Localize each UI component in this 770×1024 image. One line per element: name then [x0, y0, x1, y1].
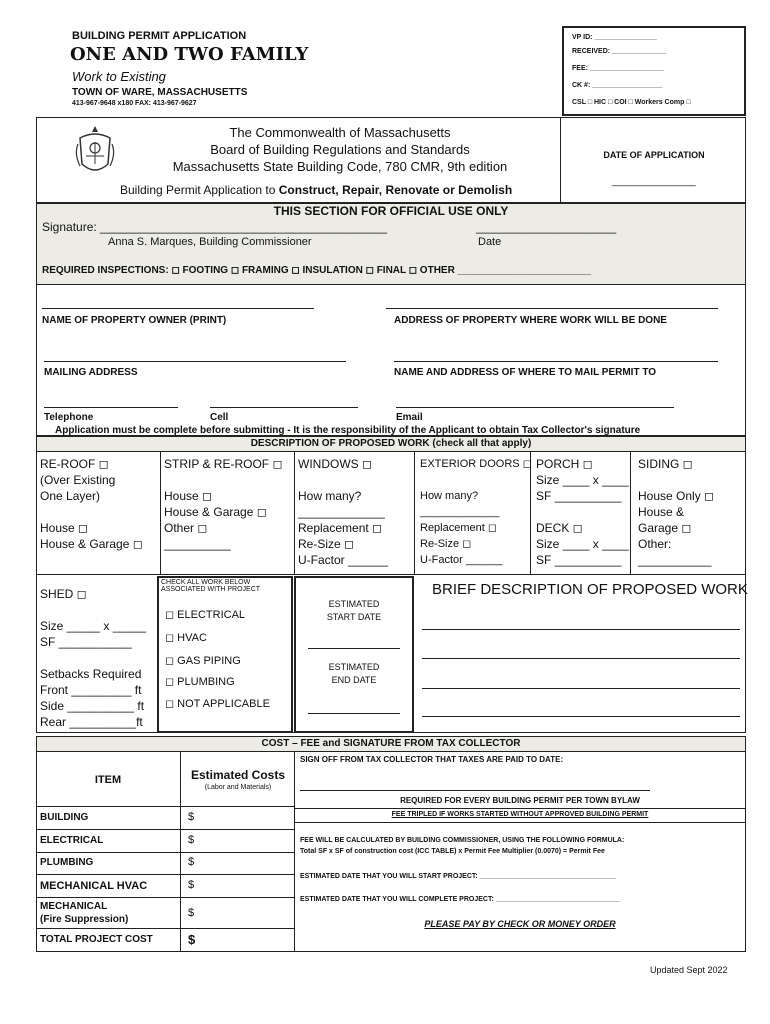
cost-row-total: TOTAL PROJECT COST [40, 934, 153, 945]
received: RECEIVED: ______________ [572, 48, 667, 55]
start-date-line[interactable] [308, 648, 400, 649]
windows-option[interactable]: WINDOWS ◻ How many? _____________ Replacement ◻ Re-Size ◻ U-Factor ______ [298, 457, 389, 567]
cost-input-plumbing[interactable]: $ [188, 856, 195, 868]
payment-instructions: PLEASE PAY BY CHECK OR MONEY ORDER [424, 919, 616, 929]
shed-option[interactable]: SHED ◻ Size _____ x _____ SF ___________ Setbacks Required Front _________ ft Side __________ ft Rear __________ft [40, 587, 147, 729]
phone-fax: 413-967-9648 x180 FAX: 413-967-9627 [72, 100, 197, 107]
submission-notice: Application must be complete before submitting - It is the responsibility of the Applicant to obtain Tax Collector's signature [55, 425, 641, 436]
brief-description-title: BRIEF DESCRIPTION OF PROPOSED WORK [432, 581, 748, 598]
cost-input-electrical[interactable]: $ [188, 834, 195, 846]
mail-permit-line[interactable] [394, 361, 718, 362]
cost-row-hvac: MECHANICAL HVAC [40, 880, 148, 892]
commonwealth-line3: Massachusetts State Building Code, 780 CMR, 9th edition [172, 159, 508, 174]
owner-name-line[interactable] [42, 308, 314, 309]
brief-line[interactable] [422, 658, 740, 659]
official-date-label: Date [478, 236, 502, 248]
telephone-label: Telephone [44, 412, 94, 423]
row-divider [36, 852, 294, 853]
grid-divider [160, 452, 161, 575]
brief-line[interactable] [422, 716, 740, 717]
required-inspections[interactable]: REQUIRED INSPECTIONS: ◻ FOOTING ◻ FRAMING ◻ INSULATION ◻ FINAL ◻ OTHER ________________________ [42, 265, 592, 276]
grid-divider [630, 452, 631, 575]
date-of-application-label: DATE OF APPLICATION [603, 150, 705, 160]
property-address-line[interactable] [386, 308, 718, 309]
grid-divider [294, 452, 295, 575]
official-date-field[interactable]: _____________________ [476, 220, 617, 234]
state-seal-icon [72, 124, 118, 178]
check-electrical[interactable]: ◻ ELECTRICAL [165, 609, 246, 621]
commonwealth-line1: The Commonwealth of Massachusetts [229, 125, 451, 140]
cost-input-building[interactable]: $ [188, 811, 195, 823]
porch-deck-option[interactable]: PORCH ◻ Size ____ x ____ SF __________ DECK ◻ Size ____ x ____ SF __________ [536, 457, 629, 567]
commonwealth-line2: Board of Building Regulations and Standards [210, 142, 470, 157]
town-name: TOWN OF WARE, MASSACHUSETTS [72, 87, 248, 98]
mail-permit-label: NAME AND ADDRESS OF WHERE TO MAIL PERMIT TO [394, 367, 657, 378]
estimated-end-label: ESTIMATED END DATE [328, 662, 380, 685]
cost-title: COST – FEE and SIGNATURE FROM TAX COLLECTOR [261, 738, 521, 749]
check-plumbing[interactable]: ◻ PLUMBING [165, 676, 235, 688]
cost-row-building: BUILDING [40, 812, 89, 823]
updated-date: Updated Sept 2022 [650, 965, 728, 975]
mailing-address-label: MAILING ADDRESS [44, 367, 138, 378]
commissioner-name: Anna S. Marques, Building Commissioner [108, 236, 312, 248]
exterior-doors-option[interactable]: EXTERIOR DOORS ◻ How many? _____________ Replacement ◻ Re-Size ◻ U-Factor ______ [420, 458, 532, 566]
end-date-line[interactable] [308, 713, 400, 714]
owner-name-label: NAME OF PROPERTY OWNER (PRINT) [42, 315, 227, 326]
permit-purpose-bold: Construct, Repair, Renovate or Demolish [278, 183, 513, 197]
email-line[interactable] [396, 407, 674, 408]
tax-collector-signoff: SIGN OFF FROM TAX COLLECTOR THAT TAXES ARE PAID TO DATE: [300, 755, 564, 764]
work-title: DESCRIPTION OF PROPOSED WORK (check all that apply) [250, 438, 532, 449]
estimated-start-label: ESTIMATED START DATE [326, 599, 382, 622]
strip-reroof-option[interactable]: STRIP & RE-ROOF ◻ House ◻ House & Garage ◻ Other ◻ __________ [164, 457, 283, 551]
reroof-option[interactable]: RE-ROOF ◻ (Over Existing One Layer) House ◻ House & Garage ◻ [40, 457, 143, 551]
required-bylaw: REQUIRED FOR EVERY BUILDING PERMIT PER TOWN BYLAW [400, 796, 640, 805]
divider [294, 808, 746, 809]
telephone-line[interactable] [44, 407, 178, 408]
vp-id: VP ID: ________________ [572, 34, 657, 41]
estimated-complete-date-field[interactable]: ESTIMATED DATE THAT YOU WILL COMPLETE PROJECT: ________________________________ [300, 896, 621, 903]
associated-work-title: CHECK ALL WORK BELOW ASSOCIATED WITH PROJECT [161, 579, 261, 593]
divider [294, 822, 746, 823]
row-divider [36, 806, 294, 807]
cost-row-plumbing: PLUMBING [40, 857, 94, 868]
grid-divider [414, 452, 415, 575]
property-address-label: ADDRESS OF PROPERTY WHERE WORK WILL BE DONE [394, 315, 667, 326]
cost-input-fire-suppression[interactable]: $ [188, 907, 195, 919]
email-label: Email [396, 412, 423, 423]
cost-row-electrical: ELECTRICAL [40, 835, 104, 846]
labor-materials-note: (Labor and Materials) [204, 784, 272, 791]
fee-tripled-notice: FEE TRIPLED IF WORKS STARTED WITHOUT APPROVED BUILDING PERMIT [391, 811, 649, 818]
brief-line[interactable] [422, 629, 740, 630]
license-checks[interactable]: CSL □ HIC □ COI □ Workers Comp □ [572, 99, 691, 106]
row-divider [36, 897, 294, 898]
siding-option[interactable]: SIDING ◻ House Only ◻ House & Garage ◻ Other: ___________ [638, 457, 714, 567]
family-title: ONE AND TWO FAMILY [70, 44, 309, 65]
official-box [562, 26, 746, 116]
cost-input-hvac[interactable]: $ [188, 879, 195, 891]
row-divider [36, 829, 294, 830]
fee: FEE: ___________________ [572, 65, 664, 72]
commonwealth-text [130, 124, 550, 175]
ck-number: CK #: __________________ [572, 82, 663, 89]
date-of-application-field[interactable]: _______________ [612, 176, 696, 187]
form-title: BUILDING PERMIT APPLICATION [72, 30, 247, 42]
estimated-start-date-field[interactable]: ESTIMATED DATE THAT YOU WILL START PROJECT: ___________________________________ [300, 873, 616, 880]
cost-input-total[interactable]: $ [188, 932, 196, 947]
permit-purpose [120, 183, 512, 197]
mailing-address-line[interactable] [44, 361, 346, 362]
check-hvac[interactable]: ◻ HVAC [165, 632, 207, 644]
fee-formula: FEE WILL BE CALCULATED BY BUILDING COMMISSIONER, USING THE FOLLOWING FORMULA: Total SF x SF of construction cost (ICC TABLE) x Permit Fee Multiplier (0.0070) = Permit Fee [300, 837, 625, 855]
subtitle: Work to Existing [72, 69, 166, 84]
item-header: ITEM [94, 774, 122, 786]
row-divider [36, 928, 294, 929]
check-gas-piping[interactable]: ◻ GAS PIPING [165, 655, 241, 667]
permit-purpose-pre: Building Permit Application to [120, 183, 279, 197]
brief-line[interactable] [422, 688, 740, 689]
check-not-applicable[interactable]: ◻ NOT APPLICABLE [165, 698, 270, 710]
row-divider [36, 874, 294, 875]
cost-row-fire-suppression: MECHANICAL (Fire Suppression) [40, 901, 129, 925]
tax-collector-signature-line[interactable] [300, 790, 650, 791]
cell-label: Cell [210, 412, 229, 423]
cell-line[interactable] [210, 407, 358, 408]
official-use-title: THIS SECTION FOR OFFICIAL USE ONLY [273, 204, 509, 218]
divider [560, 117, 561, 203]
estimated-costs-header: Estimated Costs [190, 768, 286, 782]
commissioner-signature-field[interactable]: Signature: ___________________________________________ [42, 220, 388, 234]
